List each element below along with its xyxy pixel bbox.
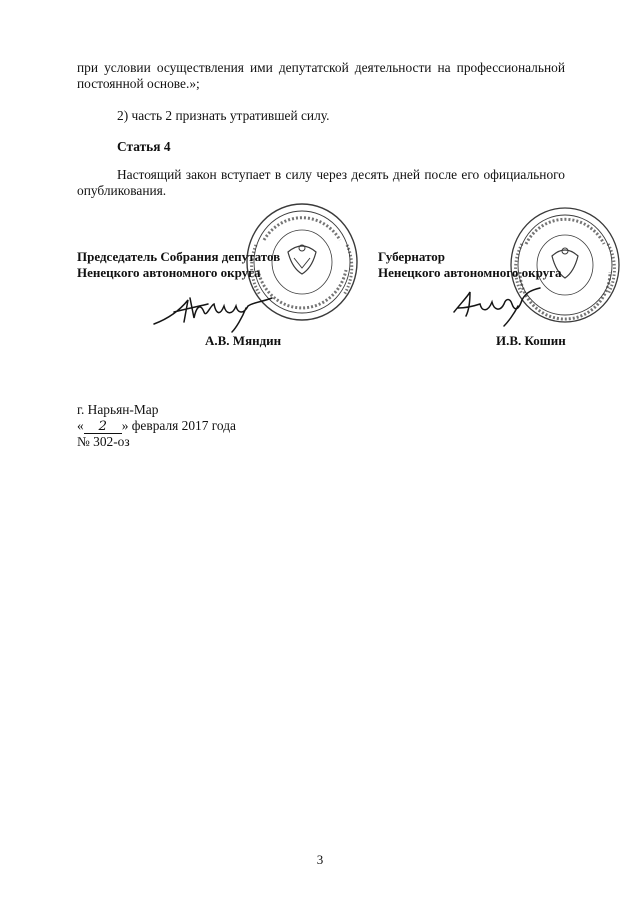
effective-line-2: опубликования. xyxy=(77,183,167,198)
paragraph-line-2: постоянной основе.»; xyxy=(77,76,200,91)
page-number: 3 xyxy=(316,852,324,867)
law-number: № 302-оз xyxy=(77,434,130,449)
left-signatory-name: А.В. Мяндин xyxy=(205,333,282,348)
signing-date xyxy=(77,418,236,434)
right-signatory-title xyxy=(378,249,562,281)
left-signatory-title xyxy=(77,249,280,281)
paragraph-continuation xyxy=(77,60,565,92)
place-of-signing: г. Нарьян-Мар xyxy=(77,402,159,417)
article-heading: Статья 4 xyxy=(117,139,171,154)
effective-date-paragraph xyxy=(77,167,565,199)
paragraph-line-1: при условии осуществления ими депутатской деятельности на профессиональной xyxy=(77,60,565,75)
right-handwritten-signature xyxy=(448,286,544,328)
right-signatory-name: И.В. Кошин xyxy=(496,333,566,348)
right-title-line-2: Ненецкого автономного округа xyxy=(378,265,562,280)
date-month-year: » февраля 2017 года xyxy=(121,418,236,433)
date-open-quote: « xyxy=(77,418,84,433)
left-title-line-2: Ненецкого автономного округа xyxy=(77,265,261,280)
right-title-line-1: Губернатор xyxy=(378,249,446,264)
left-handwritten-signature xyxy=(150,288,278,334)
handwritten-day: 2 xyxy=(84,420,122,434)
effective-line-1: Настоящий закон вступает в силу через десять дней после его официального xyxy=(117,167,565,182)
amendment-item-2: 2) часть 2 признать утратившей силу. xyxy=(117,108,330,123)
left-title-line-1: Председатель Собрания депутатов xyxy=(77,249,281,264)
